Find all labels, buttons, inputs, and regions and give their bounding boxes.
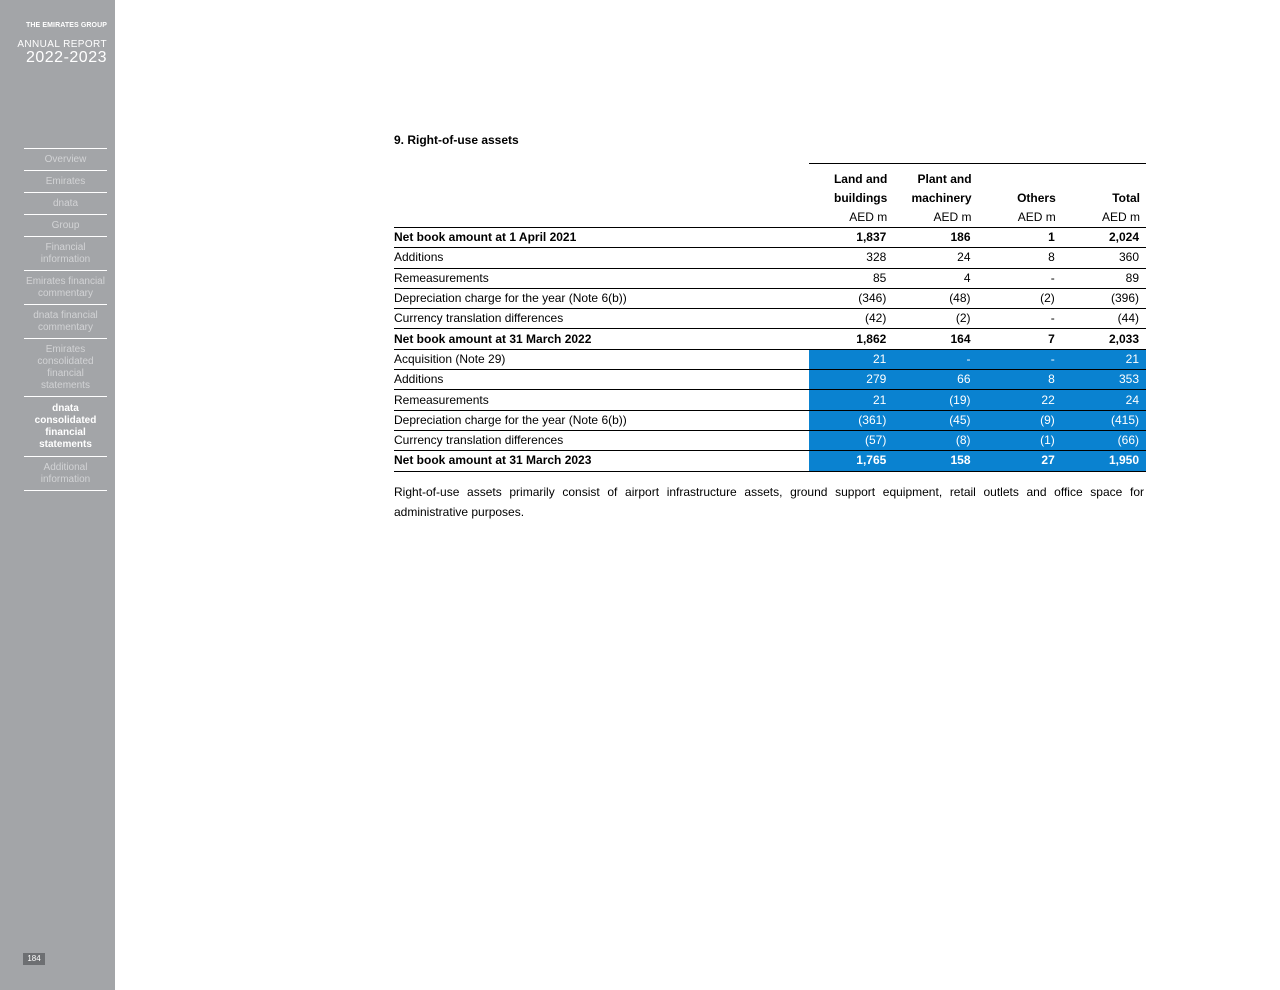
sidebar <box>0 0 115 990</box>
col-header-line2: Others <box>1017 191 1056 205</box>
row-value: 353 <box>1062 370 1146 390</box>
row-value: 360 <box>1062 248 1146 268</box>
row-value: 1 <box>978 228 1062 248</box>
row-value: (45) <box>893 410 977 430</box>
row-value: 1,862 <box>809 329 893 349</box>
footnote-text: Right-of-use assets primarily consist of airport infrastructure assets, ground support equipment, retail outlets and office space for administrative purposes. <box>394 484 1144 519</box>
row-value: 158 <box>893 451 977 471</box>
table-row <box>394 309 1146 329</box>
col-unit: AED m <box>933 210 972 224</box>
row-value: 21 <box>1062 349 1146 369</box>
table-body <box>394 228 1146 472</box>
col-unit: AED m <box>1101 210 1140 224</box>
col-header-line1: Land and <box>809 164 893 190</box>
brand-report-label: ANNUAL REPORT <box>17 39 107 50</box>
row-value: (346) <box>809 288 893 308</box>
table-row <box>394 430 1146 450</box>
main-content <box>394 133 1146 522</box>
row-value: (415) <box>1062 410 1146 430</box>
page-number: 184 <box>23 953 45 965</box>
row-value: 7 <box>978 329 1062 349</box>
table-row <box>394 288 1146 308</box>
row-value: (48) <box>893 288 977 308</box>
col-unit: AED m <box>849 210 888 224</box>
row-value: - <box>978 268 1062 288</box>
nav-item-dnata[interactable]: dnata <box>24 193 107 215</box>
row-value: 85 <box>809 268 893 288</box>
table-row <box>394 451 1146 471</box>
col-header-line2: buildings <box>833 191 888 205</box>
nav-item-emirates-consolidated-financial-statements[interactable]: Emirates consolidated financial statements <box>24 339 107 397</box>
row-value: (42) <box>809 309 893 329</box>
row-label: Remeasurements <box>394 268 809 288</box>
brand-group-name: THE EMIRATES GROUP <box>25 22 107 29</box>
row-value: 21 <box>809 349 893 369</box>
row-value: - <box>893 349 977 369</box>
table-row <box>394 329 1146 349</box>
nav-item-overview[interactable]: Overview <box>24 149 107 171</box>
nav-item-dnata-consolidated-financial-statements[interactable]: dnata consolidated financial statements <box>24 397 107 457</box>
col-header-line1 <box>978 164 1062 190</box>
nav-item-emirates[interactable]: Emirates <box>24 171 107 193</box>
row-value: 66 <box>893 370 977 390</box>
row-value: 2,024 <box>1062 228 1146 248</box>
row-value: (19) <box>893 390 977 410</box>
nav-item-dnata-financial-commentary[interactable]: dnata financial commentary <box>24 305 107 339</box>
row-value: 1,765 <box>809 451 893 471</box>
row-value: (1) <box>978 430 1062 450</box>
row-value: (2) <box>978 288 1062 308</box>
row-value: 186 <box>893 228 977 248</box>
sidebar-nav <box>24 148 107 491</box>
row-value: (57) <box>809 430 893 450</box>
nav-item-additional-information[interactable]: Additional information <box>24 457 107 491</box>
row-value: 1,950 <box>1062 451 1146 471</box>
row-value: 1,837 <box>809 228 893 248</box>
nav-item-emirates-financial-commentary[interactable]: Emirates financial commentary <box>24 271 107 305</box>
section-title: 9. Right-of-use assets <box>394 133 519 147</box>
row-value: 27 <box>978 451 1062 471</box>
row-value: 2,033 <box>1062 329 1146 349</box>
row-value: 328 <box>809 248 893 268</box>
col-header-line2: Total <box>1112 191 1140 205</box>
row-value: - <box>978 309 1062 329</box>
nav-item-group[interactable]: Group <box>24 215 107 237</box>
row-value: 24 <box>1062 390 1146 410</box>
table-row <box>394 410 1146 430</box>
col-header-line1 <box>1062 164 1146 190</box>
row-label: Additions <box>394 248 809 268</box>
table-row <box>394 390 1146 410</box>
row-value: 21 <box>809 390 893 410</box>
brand-report-year: 2022-2023 <box>25 49 107 66</box>
row-value: (361) <box>809 410 893 430</box>
row-label: Depreciation charge for the year (Note 6(b)) <box>394 410 809 430</box>
row-label: Currency translation differences <box>394 309 809 329</box>
col-header-line2: machinery <box>911 191 972 205</box>
table-row <box>394 248 1146 268</box>
table-row <box>394 349 1146 369</box>
table-row <box>394 268 1146 288</box>
row-label: Additions <box>394 370 809 390</box>
row-label: Acquisition (Note 29) <box>394 349 809 369</box>
header-spacer <box>394 189 809 208</box>
row-value: 8 <box>978 370 1062 390</box>
row-value: 22 <box>978 390 1062 410</box>
nav-item-financial-information[interactable]: Financial information <box>24 237 107 271</box>
row-value: (396) <box>1062 288 1146 308</box>
row-label: Depreciation charge for the year (Note 6(b)) <box>394 288 809 308</box>
row-value: 4 <box>893 268 977 288</box>
col-unit: AED m <box>1017 210 1056 224</box>
row-value: 164 <box>893 329 977 349</box>
row-value: (44) <box>1062 309 1146 329</box>
row-value: - <box>978 349 1062 369</box>
row-value: (8) <box>893 430 977 450</box>
col-header-line1: Plant and <box>893 164 977 190</box>
row-label: Remeasurements <box>394 390 809 410</box>
row-value: (9) <box>978 410 1062 430</box>
row-value: 279 <box>809 370 893 390</box>
row-value: (2) <box>893 309 977 329</box>
table-row <box>394 370 1146 390</box>
table-row <box>394 228 1146 248</box>
header-spacer <box>394 164 809 190</box>
table-header <box>394 164 1146 228</box>
row-label: Net book amount at 31 March 2022 <box>394 329 809 349</box>
row-label: Currency translation differences <box>394 430 809 450</box>
row-value: 24 <box>893 248 977 268</box>
row-value: 89 <box>1062 268 1146 288</box>
row-value: (66) <box>1062 430 1146 450</box>
row-value: 8 <box>978 248 1062 268</box>
row-label: Net book amount at 1 April 2021 <box>394 228 809 248</box>
right-of-use-assets-table <box>394 163 1146 472</box>
header-spacer <box>394 208 809 228</box>
row-label: Net book amount at 31 March 2023 <box>394 451 809 471</box>
